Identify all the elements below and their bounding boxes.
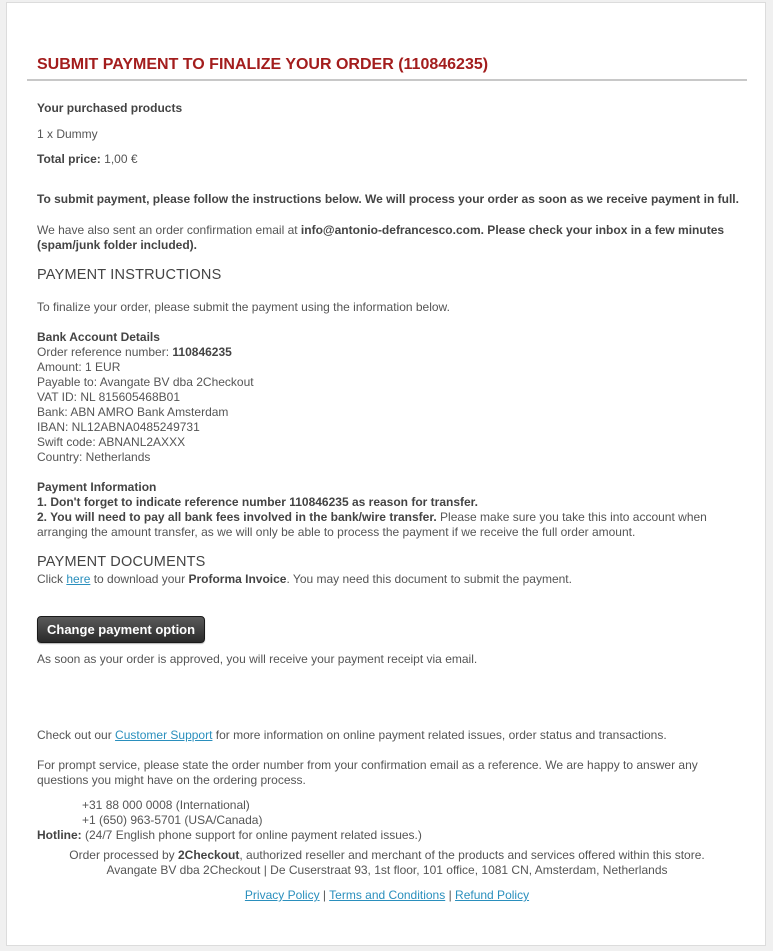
payment-page: [6, 2, 766, 946]
payment-intro: To finalize your order, please submit the payment using the information below.: [37, 300, 450, 314]
title-divider: [27, 79, 747, 81]
payment-instructions-heading: PAYMENT INSTRUCTIONS: [37, 267, 222, 283]
payable-to: Payable to: Avangate BV dba 2Checkout: [37, 375, 254, 389]
customer-support-link[interactable]: Customer Support: [115, 728, 213, 742]
approval-note: As soon as your order is approved, you will receive your payment receipt via email.: [37, 652, 478, 666]
proforma-download: Click here to download your Proforma Invoice. You may need this document to submit the payment.: [37, 572, 572, 586]
amount: Amount: 1 EUR: [37, 360, 121, 374]
terms-link[interactable]: Terms and Conditions: [329, 888, 446, 902]
change-payment-option-button[interactable]: Change payment option: [37, 616, 205, 643]
email-notice-line2: (spam/junk folder included).: [37, 238, 198, 252]
prompt-service-line1: For prompt service, please state the order number from your confirmation email as a reference. We are happy to answer any: [37, 758, 698, 772]
products-heading: Your purchased products: [37, 101, 183, 115]
order-reference: Order reference number: 110846235: [37, 345, 232, 359]
bank-details-heading: Bank Account Details: [37, 330, 160, 344]
payment-documents-heading: PAYMENT DOCUMENTS: [37, 554, 206, 570]
hotline: Hotline: (24/7 English phone support for online payment related issues.): [37, 828, 422, 842]
email-notice: We have also sent an order confirmation email at info@antonio-defrancesco.com. Please check your inbox in a few minutes: [37, 223, 725, 237]
payment-info-1: 1. Don't forget to indicate reference number 110846235 as reason for transfer.: [37, 495, 479, 509]
processed-by: Order processed by 2Checkout, authorized reseller and merchant of the products and services offered within this store.: [69, 848, 705, 862]
vat-id: VAT ID: NL 815605468B01: [37, 390, 180, 404]
prompt-service-line2: questions you might have on the ordering process.: [37, 773, 306, 787]
refund-policy-link[interactable]: Refund Policy: [455, 888, 530, 902]
country: Country: Netherlands: [37, 450, 151, 464]
instructions-notice: To submit payment, please follow the instructions below. We will process your order as soon as we receive payment in full.: [37, 192, 739, 206]
footer-links: Privacy Policy | Terms and Conditions | Refund Policy: [244, 888, 530, 902]
page-title: SUBMIT PAYMENT TO FINALIZE YOUR ORDER (110846235): [37, 56, 489, 73]
phone-international: +31 88 000 0008 (International): [82, 798, 250, 812]
company-address: Avangate BV dba 2Checkout | De Cuserstraat 93, 1st floor, 101 office, 1081 CN, Amsterdam, Netherlands: [106, 863, 668, 877]
payment-info-2-line2: arranging the amount transfer, as we will only be able to process the payment if we receive the full order amount.: [37, 525, 636, 539]
phone-usa-canada: +1 (650) 963-5701 (USA/Canada): [82, 813, 263, 827]
swift-code: Swift code: ABNANL2AXXX: [37, 435, 186, 449]
privacy-policy-link[interactable]: Privacy Policy: [244, 888, 320, 902]
download-here-link[interactable]: here: [66, 572, 91, 586]
bank-name: Bank: ABN AMRO Bank Amsterdam: [37, 405, 229, 419]
product-item: 1 x Dummy: [37, 127, 98, 141]
total-price: Total price: 1,00 €: [37, 152, 138, 166]
payment-info-2: 2. You will need to pay all bank fees involved in the bank/wire transfer. Please make sure you take this into account when: [37, 510, 707, 524]
support-note: Check out our Customer Support for more information on online payment related issues, order status and transactions.: [37, 728, 667, 742]
payment-info-heading: Payment Information: [37, 480, 157, 494]
iban: IBAN: NL12ABNA0485249731: [37, 420, 200, 434]
